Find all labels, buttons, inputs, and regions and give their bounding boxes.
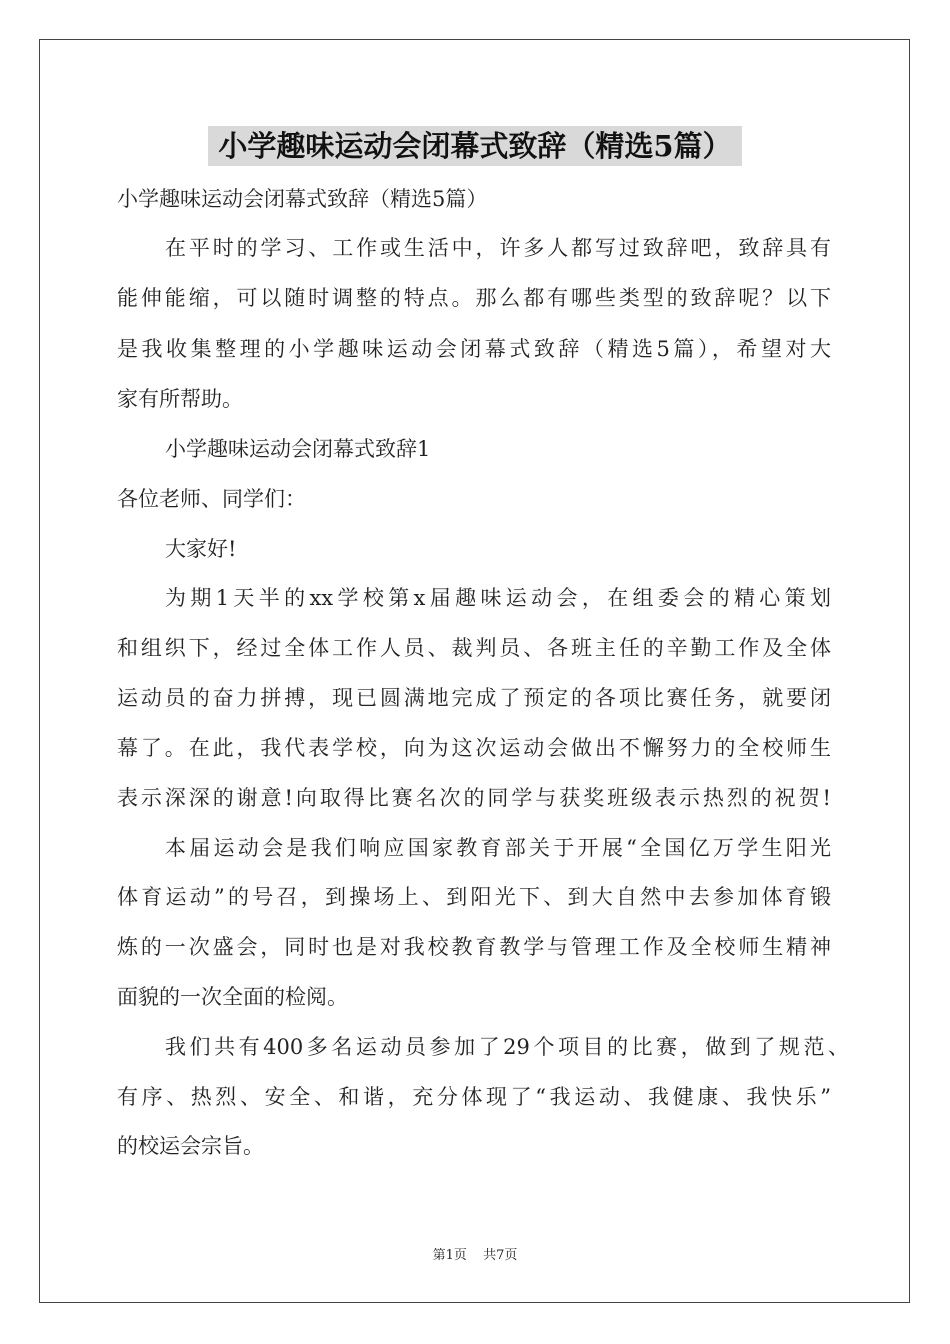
paragraph-line: 运动员的奋力拼搏，现已圆满地完成了预定的各项比赛任务，就要闭 <box>117 686 831 710</box>
paragraph-line: 能伸能缩，可以随时调整的特点。那么都有哪些类型的致辞呢？以下 <box>117 286 831 310</box>
paragraph-line: 体育运动”的号召，到操场上、到阳光下、到大自然中去参加体育锻 <box>117 885 831 909</box>
title-container <box>0 126 950 166</box>
page-footer <box>0 1244 950 1263</box>
paragraph-line: 家有所帮助。 <box>117 387 243 411</box>
paragraph-line: 炼的一次盛会，同时也是对我校教育教学与管理工作及全校师生精神 <box>117 935 831 959</box>
page-number: 第1页 <box>432 1248 467 1263</box>
paragraph-line: 和组织下，经过全体工作人员、裁判员、各班主任的辛勤工作及全体 <box>117 636 831 660</box>
page-total: 共7页 <box>483 1248 518 1263</box>
paragraph-line: 有序、热烈、安全、和谐，充分体现了“我运动、我健康、我快乐” <box>117 1085 831 1109</box>
document-title: 小学趣味运动会闭幕式致辞（精选5篇） <box>208 126 741 166</box>
paragraph-line: 面貌的一次全面的检阅。 <box>117 985 348 1009</box>
salutation: 各位老师、同学们： <box>117 487 306 511</box>
paragraph-line: 的校运会宗旨。 <box>117 1134 264 1158</box>
paragraph-line: 是我收集整理的小学趣味运动会闭幕式致辞（精选5篇），希望对大 <box>117 337 831 361</box>
paragraph-line: 表示深深的谢意!向取得比赛名次的同学与获奖班级表示热烈的祝贺! <box>117 786 831 810</box>
paragraph-line: 为期1天半的xx学校第x届趣味运动会，在组委会的精心策划 <box>165 586 831 610</box>
subtitle-line: 小学趣味运动会闭幕式致辞（精选5篇） <box>117 187 488 211</box>
paragraph-line: 幕了。在此，我代表学校，向为这次运动会做出不懈努力的全校师生 <box>117 736 831 760</box>
section-heading: 小学趣味运动会闭幕式致辞1 <box>165 437 431 461</box>
paragraph-line: 在平时的学习、工作或生活中，许多人都写过致辞吧，致辞具有 <box>165 236 831 260</box>
paragraph-line: 本届运动会是我们响应国家教育部关于开展“全国亿万学生阳光 <box>165 836 831 860</box>
page-border <box>39 39 910 1303</box>
greeting: 大家好! <box>165 537 237 561</box>
paragraph-line: 我们共有400多名运动员参加了29个项目的比赛，做到了规范、 <box>165 1035 849 1059</box>
